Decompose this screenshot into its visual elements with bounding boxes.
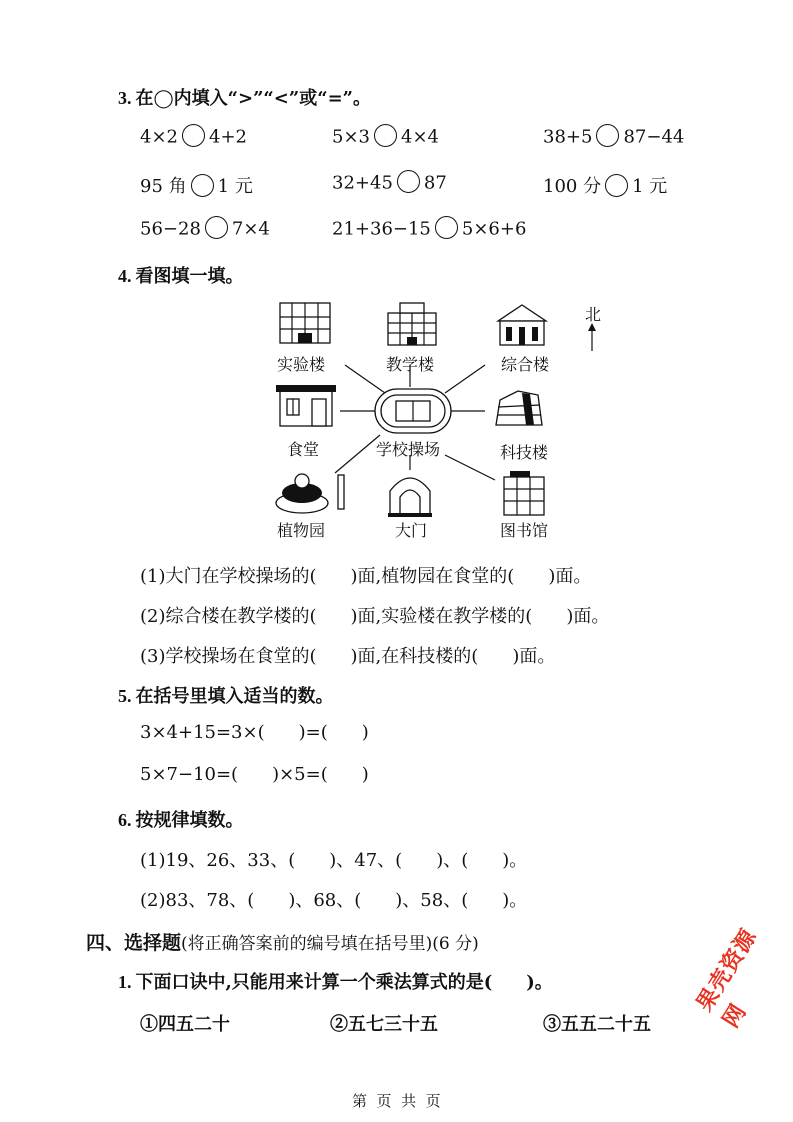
q3-number: 3. (118, 88, 132, 108)
q3-right-expr: 87 (423, 172, 447, 194)
text-part: )面,在科技楼的( (350, 646, 479, 667)
q4-title (118, 262, 244, 288)
text-part: 综合楼在教学楼的( (165, 606, 317, 627)
q4-title-text: 看图填一填。 (135, 266, 244, 287)
q3-row1-col2 (332, 126, 439, 149)
q3-right-expr: 1 元 (632, 176, 668, 197)
section-title: 四、选择题 (86, 932, 182, 954)
q3-row1-col1 (140, 126, 247, 149)
compare-circle[interactable] (435, 216, 458, 239)
line-to-complex-building (445, 365, 485, 393)
line-to-lab-building (345, 365, 385, 393)
q3-row2-col2 (332, 172, 447, 195)
option-3[interactable]: ③五五二十五 (543, 1014, 651, 1035)
q3-row2-col3 (543, 172, 667, 199)
lab-building-icon (280, 303, 330, 343)
q3-right-expr: 87−44 (623, 126, 685, 148)
q3-right-expr: 5×6+6 (461, 218, 527, 240)
compare-circle[interactable] (397, 170, 420, 193)
section4-heading (86, 928, 479, 955)
text-part: )、68、( (288, 890, 362, 911)
q3-right-expr: 1 元 (217, 176, 253, 197)
s4-q1 (118, 968, 553, 994)
q4-number: 4. (118, 266, 132, 286)
q3-left-expr: 56−28 (140, 218, 201, 240)
label-complex-building: 综合楼 (501, 355, 550, 374)
q3-title (118, 84, 371, 110)
line-to-botanical-garden (335, 435, 380, 473)
q3-left-expr: 21+36−15 (332, 218, 431, 240)
compare-circle[interactable] (182, 124, 205, 147)
watermark: 果壳资源网 (692, 924, 763, 1033)
compare-circle[interactable] (596, 124, 619, 147)
q6-line-2 (140, 886, 527, 912)
text-part: )面,实验楼在教学楼的( (350, 606, 533, 627)
q4-item-2 (140, 602, 609, 628)
text-part: )面。 (566, 606, 610, 627)
text-part: )。 (526, 972, 553, 993)
q3-right-expr: 4×4 (401, 126, 439, 148)
campus-map (260, 295, 620, 545)
track-icon (375, 389, 451, 433)
q3-left-expr: 100 分 (543, 176, 602, 197)
text-part: )面。 (548, 566, 592, 587)
q6-number: 6. (118, 810, 132, 830)
canteen-icon (276, 385, 336, 426)
q3-right-expr: 7×4 (231, 218, 270, 240)
label-tech-building: 科技楼 (500, 443, 549, 462)
q3-row3-col2 (332, 218, 526, 241)
text-part: )、( (436, 850, 469, 871)
q3-title-text: 在◯内填入“>”“<”或“=”。 (135, 88, 372, 109)
text-part: 下面口诀中,只能用来计算一个乘法算式的是( (135, 972, 493, 993)
q3-row2-col1 (140, 172, 253, 199)
text-part: 5×7−10=( (140, 764, 239, 785)
line-to-library (445, 455, 495, 480)
label-botanical-garden: 植物园 (277, 521, 326, 540)
q5-line-2 (140, 764, 369, 785)
q6-line-1 (140, 846, 527, 872)
text-part: )、58、( (395, 890, 469, 911)
gate-icon (388, 478, 432, 517)
text-part: (1)19、26、33、( (140, 850, 296, 871)
q4-item-1 (140, 562, 591, 588)
item-label: (1) (140, 566, 166, 587)
botanical-garden-icon (276, 474, 344, 513)
text-part: (2)83、78、( (140, 890, 255, 911)
s4-q1-number: 1. (118, 972, 132, 992)
q5-number: 5. (118, 686, 132, 706)
text-part: 学校操场在食堂的( (165, 646, 317, 667)
text-part: )面,植物园在食堂的( (350, 566, 515, 587)
text-part: 大门在学校操场的( (165, 566, 317, 587)
q3-left-expr: 5×3 (332, 126, 370, 148)
q5-line-1 (140, 722, 369, 743)
compare-circle[interactable] (205, 216, 228, 239)
q5-title-text: 在括号里填入适当的数。 (135, 686, 334, 707)
label-lab-building: 实验楼 (277, 355, 326, 374)
label-playground: 学校操场 (376, 440, 441, 459)
text-part: )=( (298, 722, 328, 743)
label-gate: 大门 (395, 521, 428, 540)
compare-circle[interactable] (191, 174, 214, 197)
library-icon (504, 471, 544, 515)
label-canteen: 食堂 (287, 440, 320, 459)
north-arrow-icon (588, 323, 596, 351)
q3-row3-col1 (140, 218, 270, 241)
option-2[interactable]: ②五七三十五 (330, 1014, 438, 1035)
teaching-building-icon (388, 303, 436, 345)
text-part: )面。 (512, 646, 556, 667)
item-label: (2) (140, 606, 166, 627)
text-part: 3×4+15=3×( (140, 722, 265, 743)
text-part: )。 (502, 890, 528, 911)
q3-left-expr: 4×2 (140, 126, 178, 148)
text-part: )、47、( (329, 850, 403, 871)
q3-left-expr: 95 角 (140, 176, 187, 197)
q3-left-expr: 38+5 (543, 126, 593, 148)
north-label: 北 (585, 305, 602, 324)
q3-left-expr: 32+45 (332, 172, 393, 194)
q3-row1-col3 (543, 126, 684, 149)
q6-title (118, 806, 244, 832)
q5-title (118, 682, 334, 708)
complex-building-icon (498, 305, 546, 345)
text-part: ) (361, 764, 369, 785)
tech-building-icon (496, 391, 542, 425)
label-teaching-building: 教学楼 (386, 355, 435, 374)
text-part: )。 (502, 850, 528, 871)
label-library: 图书馆 (500, 521, 549, 540)
compare-circle[interactable] (374, 124, 397, 147)
text-part: ) (361, 722, 369, 743)
section-note: (将正确答案前的编号填在括号里)(6 分) (181, 934, 479, 954)
page-footer: 第 页 共 页 (352, 1092, 441, 1110)
q6-title-text: 按规律填数。 (135, 810, 244, 831)
item-label: (3) (140, 646, 166, 667)
q3-right-expr: 4+2 (209, 126, 247, 148)
q4-item-3 (140, 642, 555, 668)
option-1[interactable]: ①四五二十 (140, 1014, 230, 1035)
compare-circle[interactable] (605, 174, 628, 197)
text-part: )×5=( (272, 764, 328, 785)
